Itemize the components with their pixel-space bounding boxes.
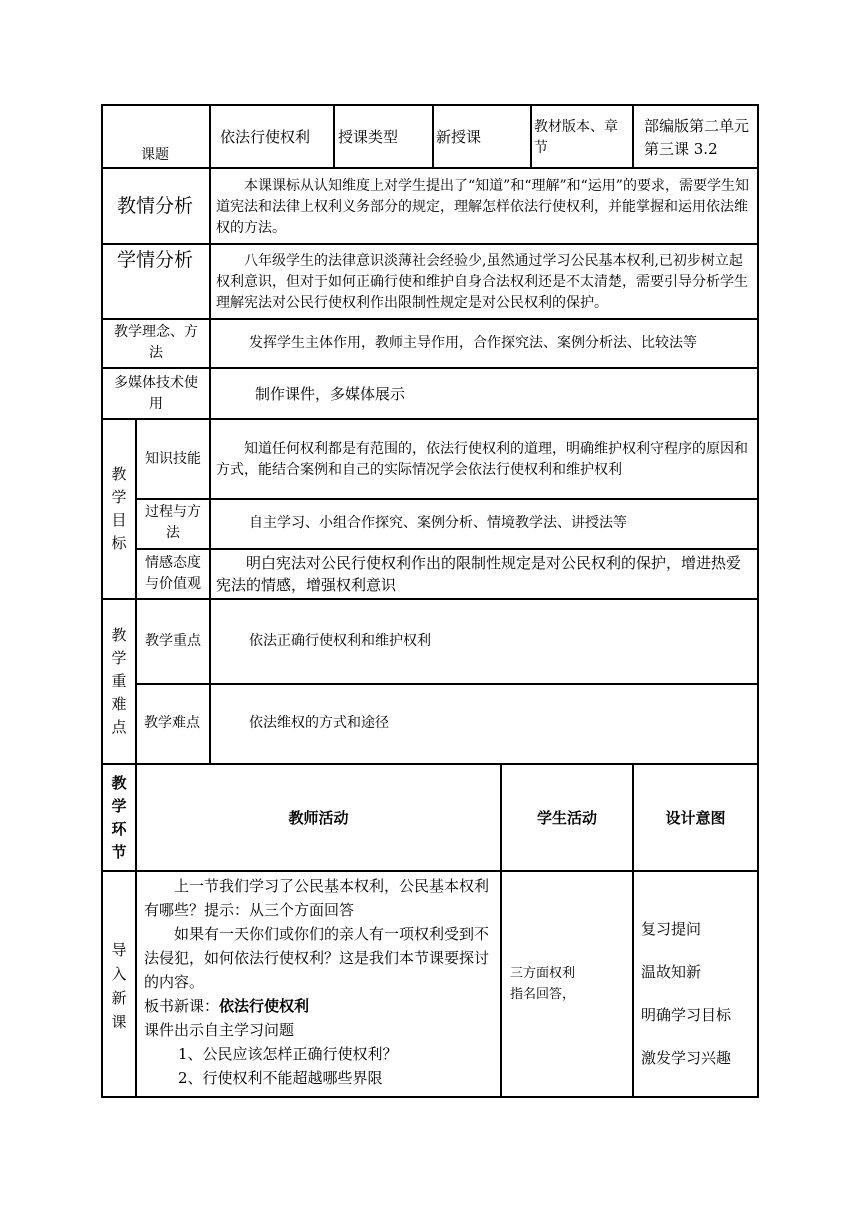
difficult-point-text: 依法维权的方式和途径 [249, 715, 389, 731]
table-border [135, 418, 137, 1098]
objectives-label [103, 463, 135, 555]
textbook-analysis-text: 本课课标从认知维度上对学生提出了“知道”和“理解”和“运用”的要求，需要学生知道宪法和法律上权利义务部分的规定，理解怎样依法行使权利，并能掌握和运用依法维权的方法。 [216, 178, 749, 236]
intro-courseware: 课件出示自主学习问题 [144, 1021, 295, 1039]
emotion-label: 情感态度与价值观 [145, 555, 201, 592]
multimedia-label: 多媒体技术使用 [114, 375, 198, 412]
table-border [101, 243, 759, 245]
intro-question-1: 1、公民应该怎样正确行使权利？ [178, 1045, 398, 1063]
table-border [530, 104, 532, 169]
textbook-analysis-label: 教情分析 [116, 195, 193, 217]
philosophy-text: 发挥学生主体作用，教师主导作用，合作探究法、案例分析法、比较法等 [249, 335, 697, 351]
stage-header [103, 772, 135, 864]
table-border [101, 318, 759, 320]
stage-header-text: 教学环节 [111, 774, 127, 861]
difficult-point-label: 教学难点 [144, 715, 200, 731]
table-border [209, 104, 211, 420]
student-analysis-text: 八年级学生的法律意识淡薄社会经验少,虽然通过学习公民基本权利,已初步树立起权利意识，但对于如何正确行使和维护自身合法权利还是不太清楚，需要引导分析学生理解宪法对公民行使权利作出限制性规定是对公民权利的保护。 [216, 253, 748, 311]
table-border [209, 418, 211, 765]
knowledge-label: 知识技能 [145, 451, 201, 467]
student-activity-content [510, 963, 628, 1005]
board-prefix: 板书新课： [144, 997, 220, 1015]
edition-value: 部编版第二单元第三课 3.2 [644, 117, 750, 158]
table-border [101, 870, 759, 872]
table-border [757, 104, 759, 1098]
table-border [101, 763, 759, 765]
table-border [135, 498, 759, 500]
table-border [135, 548, 759, 550]
table-border [135, 683, 759, 685]
key-point-text: 依法正确行使权利和维护权利 [249, 633, 431, 649]
key-point-label: 教学重点 [145, 633, 201, 649]
student-analysis-label: 学情分析 [116, 249, 193, 271]
board-title: 依法行使权利 [219, 997, 310, 1015]
lesson-type-value: 新授课 [436, 128, 482, 146]
design-intent-content [641, 908, 755, 1080]
table-border [432, 104, 434, 169]
key-points-label-text: 教学重难点 [111, 626, 127, 736]
table-border [101, 104, 759, 106]
intent-4: 激发学习兴趣 [641, 1049, 732, 1067]
student-activity-2: 指名回答， [510, 987, 576, 1002]
topic-label: 课题 [141, 147, 169, 163]
intro-label [103, 938, 135, 1034]
intent-3: 明确学习目标 [641, 1006, 732, 1024]
table-border [101, 418, 759, 420]
intro-question-2: 2、行使权利不能超越哪些界限 [178, 1069, 383, 1087]
intro-board-title [144, 994, 496, 1018]
philosophy-label: 教学理念、方法 [114, 324, 198, 361]
intent-2: 温故知新 [641, 963, 702, 981]
topic-value: 依法行使权利 [220, 128, 311, 146]
process-label: 过程与方法 [145, 504, 201, 541]
table-border [101, 1096, 759, 1098]
intent-1: 复习提问 [641, 920, 702, 938]
intro-label-text: 导入新课 [111, 941, 127, 1031]
table-border [101, 367, 759, 369]
lesson-type-label: 授课类型 [338, 128, 399, 146]
student-activity-header: 学生活动 [536, 809, 597, 827]
process-text: 自主学习、小组合作探究、案例分析、情境教学法、讲授法等 [249, 515, 627, 531]
multimedia-text: 制作课件，多媒体展示 [255, 385, 406, 403]
teacher-activity-content [144, 874, 496, 1090]
table-border [101, 598, 759, 600]
intro-paragraph-1: 上一节我们学习了公民基本权利，公民基本权利有哪些？提示：从三个方面回答 [144, 877, 490, 919]
design-intent-header: 设计意图 [665, 809, 726, 827]
table-border [333, 104, 335, 169]
student-activity-1: 三方面权利 [510, 966, 576, 981]
intro-paragraph-2: 如果有一天你们或你们的亲人有一项权利受到不法侵犯，如何依法行使权利？这是我们本节课要探讨的内容。 [144, 925, 490, 991]
emotion-text: 明白宪法对公民行使权利作出的限制性规定是对公民权利的保护，增进热爱宪法的情感，增强权利意识 [216, 554, 742, 594]
edition-label: 教材版本、章节 [534, 119, 618, 156]
table-border [101, 167, 759, 169]
objectives-label-text: 教学目标 [111, 465, 127, 552]
knowledge-text: 知道任何权利都是有范围的，依法行使权利的道理，明确维护权利守程序的原因和方式，能结合案例和自己的实际情况学会依法行使权利和维护权利 [216, 441, 748, 478]
table-border [632, 104, 634, 169]
key-points-label [103, 624, 135, 739]
teacher-activity-header: 教师活动 [288, 809, 349, 827]
